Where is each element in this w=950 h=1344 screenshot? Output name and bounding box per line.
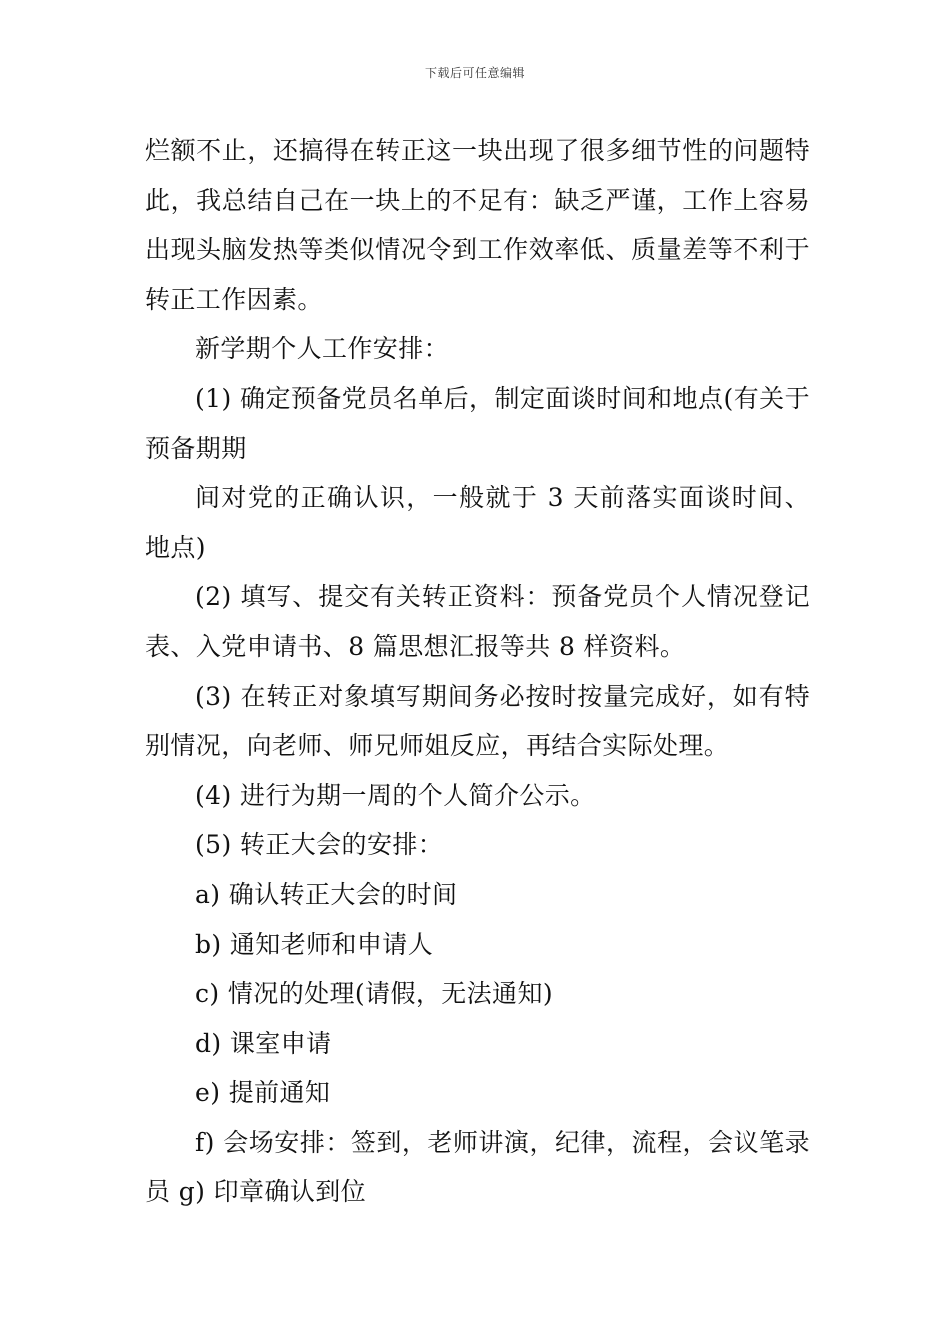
paragraph: (5) 转正大会的安排： — [195, 830, 444, 860]
list-item: c) 情况的处理(请假，无法通知) — [195, 979, 554, 1009]
paragraph: 间对党的正确认识，一般就于 3 天前落实面谈时间、地点) — [145, 483, 810, 562]
list-item: e) 提前通知 — [195, 1078, 331, 1108]
paragraph: 烂额不止，还搞得在转正这一块出现了很多细节性的问题特此，我总结自己在一块上的不足有：缺乏严谨，工作上容易出现头脑发热等类似情况令到工作效率低、质量差等不利于转正工作因素。 — [145, 136, 810, 314]
list-item: f) 会场安排：签到，老师讲演，纪律，流程，会议笔录员 g) 印章确认到位 — [145, 1127, 810, 1207]
document-body — [145, 126, 810, 1217]
paragraph: (3) 在转正对象填写期间务必按时按量完成好，如有特别情况，向老师、师兄师姐反应，再结合实际处理。 — [145, 681, 810, 761]
list-item: d) 课室申请 — [195, 1028, 332, 1058]
paragraph: (2) 填写、提交有关转正资料：预备党员个人情况登记表、入党申请书、8 篇思想汇报等共 8 样资料。 — [145, 582, 810, 661]
paragraph: (1) 确定预备党员名单后，制定面谈时间和地点(有关于预备期期 — [145, 383, 810, 463]
paragraph: 新学期个人工作安排： — [195, 334, 450, 364]
list-item: b) 通知老师和申请人 — [195, 929, 434, 959]
paragraph: (4) 进行为期一周的个人简介公示。 — [195, 780, 596, 810]
list-item: a) 确认转正大会的时间 — [195, 879, 458, 909]
page-header: 下载后可任意编辑 — [424, 66, 525, 80]
